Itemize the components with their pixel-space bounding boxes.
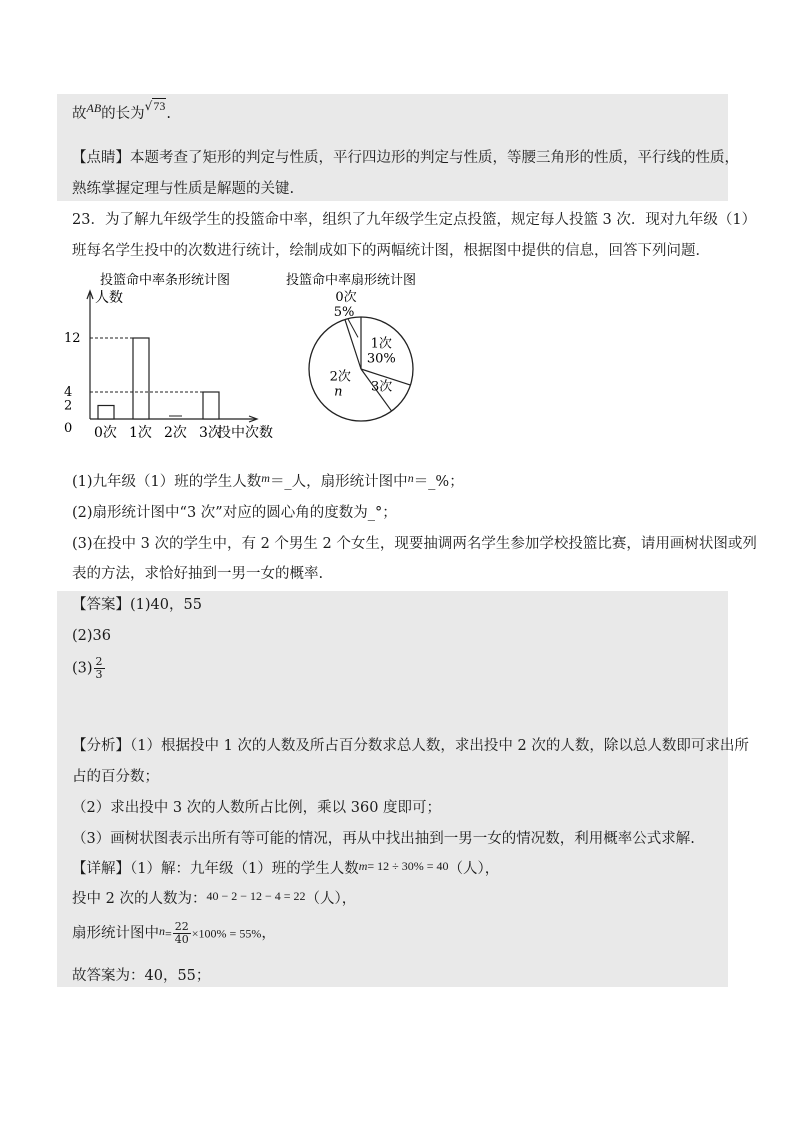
pie-label-name: 3次	[371, 379, 393, 395]
pie-label-name: 1次	[370, 336, 392, 352]
sub-question-3-line2: 表的方法，求恰好抽到一男一女的概率.	[72, 566, 324, 582]
detail-line1: 【详解】（1）解：九年级（1）班的学生人数$^{m= 12 \div 30\% = 40}$（人），	[72, 859, 500, 877]
analysis-line2: 占的百分数；	[72, 769, 159, 785]
x-axis-label: 投中次数	[217, 425, 273, 441]
bar	[133, 338, 149, 419]
prev-review-line2: 熟练掌握定理与性质是解题的关键.	[72, 181, 295, 197]
y-axis-label: 人数	[95, 290, 123, 306]
sub-question-1: (1)九年级（1）班的学生人数$^m$＝_人，扇形统计图中$^n$＝_%；	[72, 471, 464, 490]
y-tick-label: 2	[64, 398, 73, 414]
pie-label-value: 5%	[333, 305, 355, 320]
answer-line3: (3) $\frac{2}{3}$	[72, 655, 103, 681]
sub-question-3-line1: (3)在投中 3 次的学生中，有 2 个男生 2 个女生，现要抽调两名学生参加学校投篮比赛，请用画树状图或列	[72, 536, 757, 552]
pie-label-name: 2次	[329, 369, 351, 385]
answer-fraction: $\frac{2}{3}$	[95, 655, 103, 681]
x-tick-label: 2次	[164, 425, 187, 441]
y-tick-label: 12	[64, 331, 81, 346]
detail-line4: 故答案为：40，55；	[72, 968, 211, 984]
bar	[98, 406, 114, 420]
detail-line2: 投中 2 次的人数为：$^{40 - 2 - 12 - 4 = 22}$（人），	[72, 889, 357, 907]
answer-line1: 【答案】(1)40，55	[72, 597, 202, 613]
analysis-line4: （3）画树状图表示出所有等可能的情况，再从中找出抽到一男一女的情况数，利用概率公式求解.	[72, 831, 695, 847]
pie-label-value: n	[334, 384, 343, 400]
analysis-line3: （2）求出投中 3 次的人数所占比例，乘以 360 度即可；	[72, 800, 442, 816]
answer-line2: (2)36	[72, 628, 111, 644]
pie-label-name: 0次	[335, 290, 357, 305]
y-tick-label: 4	[64, 385, 73, 400]
prev-result-line: 故$^{AB}$的长为√73.	[72, 99, 171, 122]
x-tick-label: 1次	[129, 425, 152, 441]
detail-line3: 扇形统计图中$^n$= $\frac{22}{40}$ ×100% = 55%，	[72, 920, 276, 946]
bar	[203, 392, 219, 419]
sub-question-2: (2)扇形统计图中“3 次”对应的圆心角的度数为_°；	[72, 505, 397, 521]
question-line1: 23．为了解九年级学生的投篮命中率，组织了九年级学生定点投篮，规定每人投篮 3 次．现对九年级（1）	[72, 212, 757, 228]
x-tick-label: 3次	[199, 425, 222, 441]
pie-chart	[278, 268, 458, 448]
x-tick-label: 0次	[94, 425, 117, 441]
y-tick-label: 0	[64, 421, 73, 436]
detail-fraction: $\frac{22}{40}$	[174, 920, 189, 946]
pie-label-value: 30%	[366, 351, 396, 367]
question-line2: 班每名学生投中的次数进行统计，绘制成如下的两幅统计图，根据图中提供的信息，回答下列问题．	[72, 243, 710, 259]
bar-chart-title: 投篮命中率条形统计图	[100, 273, 231, 288]
pie-chart-title: 投篮命中率扇形统计图	[286, 273, 417, 288]
analysis-line1: 【分析】（1）根据投中 1 次的人数及所占百分数求总人数，求出投中 2 次的人数，除以总人数即可求出所	[72, 738, 749, 754]
sqrt-symbol: √73	[144, 99, 166, 113]
prev-review-line1: 【点睛】本题考查了矩形的判定与性质，平行四边形的判定与性质，等腰三角形的性质，平行线的性质，	[72, 150, 739, 166]
